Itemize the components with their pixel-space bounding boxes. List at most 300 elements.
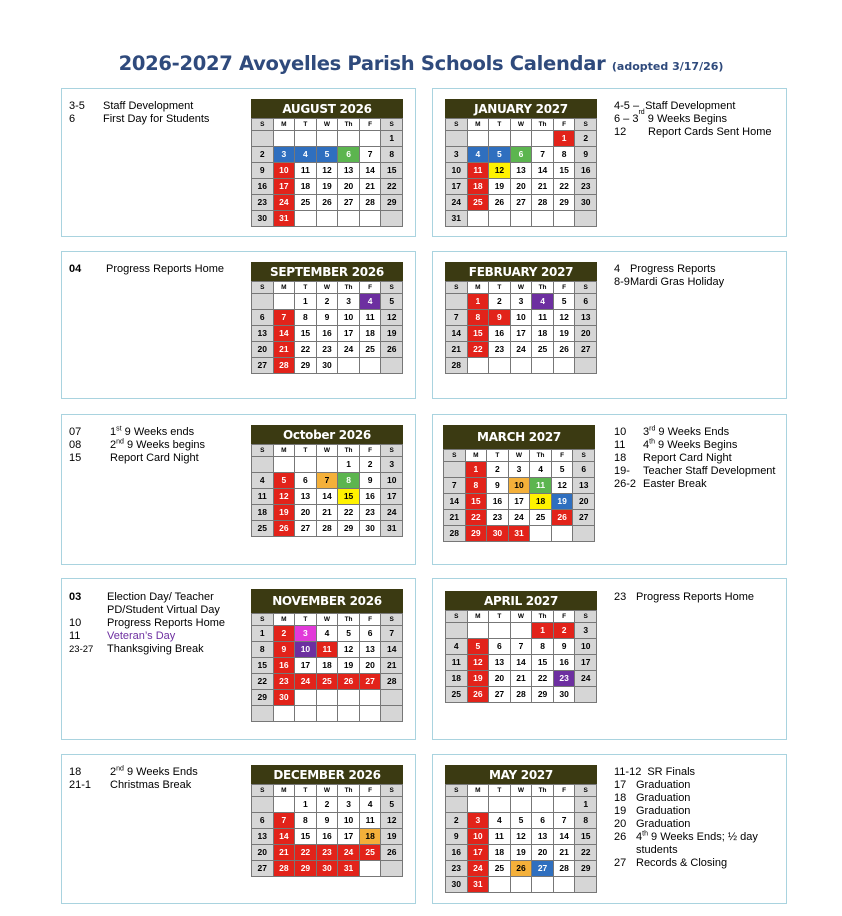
day-cell: 18 xyxy=(360,326,382,342)
day-cell: 31 xyxy=(446,211,468,227)
day-cell: 10 xyxy=(575,639,597,655)
month-calendar-march-2027 xyxy=(443,425,595,542)
day-cell: 12 xyxy=(468,655,490,671)
day-cell: 28 xyxy=(446,358,468,374)
day-cell: 1 xyxy=(468,294,490,310)
day-cell: 3 xyxy=(509,462,531,478)
day-cell: 31 xyxy=(509,526,531,542)
day-header: T xyxy=(489,282,511,294)
empty-day-cell xyxy=(489,358,511,374)
day-cell: 24 xyxy=(468,861,490,877)
day-header: Th xyxy=(532,785,554,797)
day-cell: 8 xyxy=(381,147,403,163)
day-cell: 25 xyxy=(295,195,317,211)
day-cell: 17 xyxy=(338,829,360,845)
day-cell: 20 xyxy=(252,342,274,358)
note-date: 6 xyxy=(69,113,76,125)
day-cell: 9 xyxy=(252,163,274,179)
day-header: S xyxy=(252,282,274,294)
day-header: Th xyxy=(338,119,360,131)
day-cell: 25 xyxy=(468,195,490,211)
empty-day-cell xyxy=(468,358,490,374)
day-cell: 26 xyxy=(552,510,574,526)
day-cell: 6 xyxy=(360,626,382,642)
note-text: Graduation xyxy=(636,818,691,830)
empty-day-cell xyxy=(381,706,403,722)
empty-day-cell xyxy=(511,131,533,147)
day-header: S xyxy=(575,282,597,294)
note-ordinal: 3 xyxy=(643,426,650,438)
empty-day-cell xyxy=(317,457,339,473)
day-cell: 9 xyxy=(360,473,382,489)
note-date: 08 xyxy=(69,439,82,451)
note-date: 8-9 xyxy=(614,276,630,288)
empty-day-cell xyxy=(295,706,317,722)
day-cell: 3 xyxy=(274,147,296,163)
note-row xyxy=(614,818,758,831)
day-cell: 26 xyxy=(338,674,360,690)
day-cell: 24 xyxy=(509,510,531,526)
note-row xyxy=(69,766,198,779)
day-cell: 14 xyxy=(381,642,403,658)
day-header: F xyxy=(552,450,574,462)
day-cell: 23 xyxy=(487,510,509,526)
day-cell: 21 xyxy=(274,342,296,358)
day-cell: 27 xyxy=(360,674,382,690)
day-cell: 25 xyxy=(530,510,552,526)
day-cell: 5 xyxy=(317,147,339,163)
day-cell: 17 xyxy=(575,655,597,671)
empty-day-cell xyxy=(489,877,511,893)
day-cell: 5 xyxy=(338,626,360,642)
day-header: S xyxy=(573,450,595,462)
month-title: SEPTEMBER 2026 xyxy=(251,262,403,281)
day-cell: 3 xyxy=(381,457,403,473)
note-label: 9 Weeks Ends xyxy=(658,426,730,438)
month-calendar-september-2026 xyxy=(251,262,403,374)
day-cell: 22 xyxy=(381,179,403,195)
day-cell: 12 xyxy=(338,642,360,658)
note-text: Graduation xyxy=(636,779,691,791)
day-header: S xyxy=(446,611,468,623)
day-cell: 17 xyxy=(381,489,403,505)
empty-day-cell xyxy=(468,797,490,813)
day-cell: 17 xyxy=(511,326,533,342)
day-header: F xyxy=(360,614,382,626)
day-cell: 17 xyxy=(295,658,317,674)
note-text: First Day for Students xyxy=(103,113,210,125)
day-cell: 19 xyxy=(468,671,490,687)
note-date: 03 xyxy=(69,591,82,603)
note-row xyxy=(69,617,225,630)
note-text xyxy=(643,439,737,452)
day-cell: 12 xyxy=(274,489,296,505)
calendar-grid xyxy=(251,613,403,722)
empty-day-cell xyxy=(444,462,466,478)
empty-day-cell xyxy=(360,690,382,706)
day-cell: 16 xyxy=(446,845,468,861)
note-row xyxy=(614,426,775,439)
day-cell: 8 xyxy=(252,642,274,658)
day-cell: 22 xyxy=(295,342,317,358)
day-header: S xyxy=(575,119,597,131)
empty-day-cell xyxy=(252,706,274,722)
empty-day-cell xyxy=(381,358,403,374)
day-cell: 10 xyxy=(338,310,360,326)
day-cell: 15 xyxy=(575,829,597,845)
day-cell: 24 xyxy=(511,342,533,358)
day-cell: 6 xyxy=(338,147,360,163)
day-cell: 2 xyxy=(274,626,296,642)
empty-day-cell xyxy=(511,623,533,639)
note-date: 20 xyxy=(614,818,627,830)
note-date: 07 xyxy=(69,426,82,438)
day-cell: 26 xyxy=(468,687,490,703)
day-header: W xyxy=(317,785,339,797)
day-cell: 6 xyxy=(252,310,274,326)
empty-day-cell xyxy=(554,358,576,374)
empty-day-cell xyxy=(338,358,360,374)
note-date: 4 xyxy=(614,263,621,275)
day-header: Th xyxy=(532,611,554,623)
note-text: Thanksgiving Break xyxy=(107,643,204,655)
empty-day-cell xyxy=(575,358,597,374)
day-cell: 31 xyxy=(338,861,360,877)
day-cell: 18 xyxy=(252,505,274,521)
day-header: F xyxy=(360,119,382,131)
day-cell: 11 xyxy=(360,310,382,326)
note-text: Progress Reports xyxy=(630,263,716,275)
day-header: M xyxy=(274,282,296,294)
day-cell: 7 xyxy=(360,147,382,163)
day-cell: 7 xyxy=(446,310,468,326)
day-cell: 9 xyxy=(317,310,339,326)
day-cell: 9 xyxy=(446,829,468,845)
day-cell: 22 xyxy=(554,179,576,195)
note-row xyxy=(614,465,775,478)
day-cell: 2 xyxy=(360,457,382,473)
day-cell: 1 xyxy=(532,623,554,639)
day-cell: 21 xyxy=(381,658,403,674)
note-date: 18 xyxy=(614,452,627,464)
day-cell: 26 xyxy=(489,195,511,211)
day-cell: 8 xyxy=(468,310,490,326)
day-cell: 3 xyxy=(446,147,468,163)
note-row xyxy=(69,100,209,113)
day-header: T xyxy=(489,785,511,797)
empty-day-cell xyxy=(252,131,274,147)
empty-day-cell xyxy=(468,623,490,639)
day-cell: 27 xyxy=(252,358,274,374)
day-cell: 15 xyxy=(466,494,488,510)
empty-day-cell xyxy=(446,797,468,813)
day-header: F xyxy=(360,282,382,294)
day-cell: 5 xyxy=(381,294,403,310)
day-cell: 26 xyxy=(511,861,533,877)
empty-day-cell xyxy=(468,211,490,227)
empty-day-cell xyxy=(489,211,511,227)
day-cell: 5 xyxy=(552,462,574,478)
empty-day-cell xyxy=(360,211,382,227)
day-header: W xyxy=(511,119,533,131)
note-ordinal: 1 xyxy=(110,426,117,438)
day-cell: 29 xyxy=(575,861,597,877)
note-text: SR Finals xyxy=(647,766,696,778)
day-header: Th xyxy=(532,119,554,131)
empty-day-cell xyxy=(575,211,597,227)
note-row xyxy=(69,643,225,656)
day-header: S xyxy=(381,614,403,626)
empty-day-cell xyxy=(360,706,382,722)
day-cell: 13 xyxy=(532,829,554,845)
note-text: Christmas Break xyxy=(110,779,192,791)
day-cell: 18 xyxy=(532,326,554,342)
day-cell: 14 xyxy=(446,326,468,342)
day-cell: 4 xyxy=(530,462,552,478)
day-cell: 24 xyxy=(338,342,360,358)
day-cell: 19 xyxy=(338,658,360,674)
day-cell: 2 xyxy=(252,147,274,163)
day-cell: 27 xyxy=(573,510,595,526)
note-row xyxy=(614,263,724,276)
day-cell: 24 xyxy=(295,674,317,690)
day-cell: 13 xyxy=(573,478,595,494)
day-header: M xyxy=(274,445,296,457)
day-header: Th xyxy=(338,614,360,626)
day-cell: 26 xyxy=(381,342,403,358)
empty-day-cell xyxy=(274,294,296,310)
note-row xyxy=(69,779,198,792)
day-header: T xyxy=(295,282,317,294)
day-cell: 15 xyxy=(252,658,274,674)
note-ordinal: 2 xyxy=(110,439,117,451)
day-header: S xyxy=(575,611,597,623)
month-calendar-january-2027 xyxy=(445,99,597,227)
note-row xyxy=(614,439,775,452)
day-cell: 23 xyxy=(252,195,274,211)
day-cell: 15 xyxy=(338,489,360,505)
day-cell: 16 xyxy=(252,179,274,195)
empty-day-cell xyxy=(489,797,511,813)
day-cell: 30 xyxy=(446,877,468,893)
calendar-grid xyxy=(445,610,597,703)
day-cell: 13 xyxy=(252,829,274,845)
day-cell: 11 xyxy=(295,163,317,179)
day-cell: 14 xyxy=(554,829,576,845)
empty-day-cell xyxy=(274,131,296,147)
note-label: 9 Weeks begins xyxy=(126,439,206,451)
month-calendar-december-2026 xyxy=(251,765,403,877)
day-cell: 5 xyxy=(468,639,490,655)
calendar-grid xyxy=(251,118,403,227)
note-text: Easter Break xyxy=(643,478,707,490)
day-cell: 16 xyxy=(487,494,509,510)
day-cell: 18 xyxy=(468,179,490,195)
empty-day-cell xyxy=(252,797,274,813)
day-cell: 8 xyxy=(554,147,576,163)
day-cell: 28 xyxy=(360,195,382,211)
day-cell: 1 xyxy=(295,797,317,813)
day-cell: 21 xyxy=(532,179,554,195)
day-cell: 10 xyxy=(381,473,403,489)
day-cell: 7 xyxy=(274,310,296,326)
day-cell: 25 xyxy=(446,687,468,703)
day-cell: 3 xyxy=(295,626,317,642)
day-cell: 20 xyxy=(489,671,511,687)
day-cell: 29 xyxy=(554,195,576,211)
note-date: 3-5 xyxy=(69,100,85,112)
empty-day-cell xyxy=(295,690,317,706)
day-header: W xyxy=(317,119,339,131)
month-title: MARCH 2027 xyxy=(443,425,595,449)
day-cell: 16 xyxy=(489,326,511,342)
day-cell: 19 xyxy=(381,829,403,845)
empty-day-cell xyxy=(532,877,554,893)
empty-day-cell xyxy=(446,623,468,639)
day-cell: 1 xyxy=(338,457,360,473)
day-cell: 21 xyxy=(317,505,339,521)
month-notes xyxy=(69,263,224,276)
adopted-date: (adopted 3/17/26) xyxy=(611,60,724,73)
day-cell: 22 xyxy=(338,505,360,521)
day-cell: 28 xyxy=(274,358,296,374)
day-header: W xyxy=(317,614,339,626)
day-header: T xyxy=(295,614,317,626)
day-cell: 6 xyxy=(252,813,274,829)
day-cell: 14 xyxy=(274,829,296,845)
month-notes xyxy=(614,426,775,491)
day-cell: 9 xyxy=(489,310,511,326)
day-header: T xyxy=(295,785,317,797)
empty-day-cell xyxy=(489,623,511,639)
note-text: Progress Reports Home xyxy=(106,263,224,275)
note-row xyxy=(69,439,205,452)
day-cell: 28 xyxy=(317,521,339,537)
note-label: 9 Weeks Ends; ½ day xyxy=(651,831,758,843)
day-cell: 21 xyxy=(274,845,296,861)
day-cell: 20 xyxy=(532,845,554,861)
day-cell: 20 xyxy=(338,179,360,195)
empty-day-cell xyxy=(381,690,403,706)
day-cell: 7 xyxy=(444,478,466,494)
day-cell: 27 xyxy=(532,861,554,877)
month-title: AUGUST 2026 xyxy=(251,99,403,118)
day-header: T xyxy=(295,445,317,457)
empty-day-cell xyxy=(468,131,490,147)
note-superscript: nd xyxy=(116,438,124,446)
day-cell: 28 xyxy=(381,674,403,690)
day-cell: 2 xyxy=(554,623,576,639)
note-text: Graduation xyxy=(636,805,691,817)
day-cell: 22 xyxy=(532,671,554,687)
month-calendar-october-2026 xyxy=(251,425,403,537)
day-cell: 24 xyxy=(338,845,360,861)
note-row xyxy=(614,109,772,126)
day-cell: 5 xyxy=(554,294,576,310)
month-notes xyxy=(69,766,198,792)
empty-day-cell xyxy=(381,211,403,227)
empty-day-cell xyxy=(338,706,360,722)
empty-day-cell xyxy=(338,690,360,706)
day-cell: 16 xyxy=(274,658,296,674)
day-header: M xyxy=(466,450,488,462)
day-cell: 18 xyxy=(295,179,317,195)
month-calendar-august-2026 xyxy=(251,99,403,227)
month-title: FEBRUARY 2027 xyxy=(445,262,597,281)
day-cell: 4 xyxy=(295,147,317,163)
note-row xyxy=(614,831,758,844)
day-cell: 22 xyxy=(295,845,317,861)
note-row xyxy=(614,766,758,779)
day-cell: 30 xyxy=(487,526,509,542)
day-cell: 13 xyxy=(575,310,597,326)
day-cell: 2 xyxy=(575,131,597,147)
day-cell: 27 xyxy=(511,195,533,211)
day-cell: 26 xyxy=(381,845,403,861)
day-cell: 28 xyxy=(444,526,466,542)
day-cell: 4 xyxy=(532,294,554,310)
day-cell: 1 xyxy=(295,294,317,310)
day-cell: 5 xyxy=(489,147,511,163)
day-header: S xyxy=(252,785,274,797)
note-row xyxy=(69,113,209,126)
day-cell: 4 xyxy=(360,294,382,310)
day-cell: 3 xyxy=(511,294,533,310)
note-row xyxy=(69,426,205,439)
note-text xyxy=(110,439,205,452)
month-title: JANUARY 2027 xyxy=(445,99,597,118)
day-cell: 10 xyxy=(511,310,533,326)
note-date: 19 xyxy=(614,805,627,817)
day-header: M xyxy=(468,611,490,623)
day-cell: 14 xyxy=(317,489,339,505)
day-cell: 20 xyxy=(511,179,533,195)
note-text xyxy=(636,831,758,844)
day-header: Th xyxy=(338,785,360,797)
day-cell: 21 xyxy=(360,179,382,195)
day-cell: 17 xyxy=(446,179,468,195)
note-row xyxy=(614,844,758,857)
day-cell: 17 xyxy=(509,494,531,510)
day-header: S xyxy=(446,785,468,797)
day-cell: 30 xyxy=(554,687,576,703)
day-cell: 1 xyxy=(554,131,576,147)
note-date: 11-12 xyxy=(614,766,642,778)
day-cell: 29 xyxy=(252,690,274,706)
empty-day-cell xyxy=(274,797,296,813)
day-cell: 23 xyxy=(317,845,339,861)
day-cell: 4 xyxy=(446,639,468,655)
day-header: S xyxy=(252,614,274,626)
day-cell: 3 xyxy=(338,797,360,813)
empty-day-cell xyxy=(530,526,552,542)
day-cell: 6 xyxy=(295,473,317,489)
day-cell: 14 xyxy=(360,163,382,179)
day-header: W xyxy=(511,282,533,294)
empty-day-cell xyxy=(295,457,317,473)
day-header: S xyxy=(252,445,274,457)
day-cell: 30 xyxy=(274,690,296,706)
note-text: Report Card Night xyxy=(643,452,732,464)
day-cell: 15 xyxy=(295,326,317,342)
day-header: S xyxy=(444,450,466,462)
note-date: 18 xyxy=(614,792,627,804)
day-cell: 26 xyxy=(554,342,576,358)
day-cell: 22 xyxy=(252,674,274,690)
day-cell: 12 xyxy=(554,310,576,326)
day-cell: 25 xyxy=(360,342,382,358)
day-cell: 12 xyxy=(381,310,403,326)
